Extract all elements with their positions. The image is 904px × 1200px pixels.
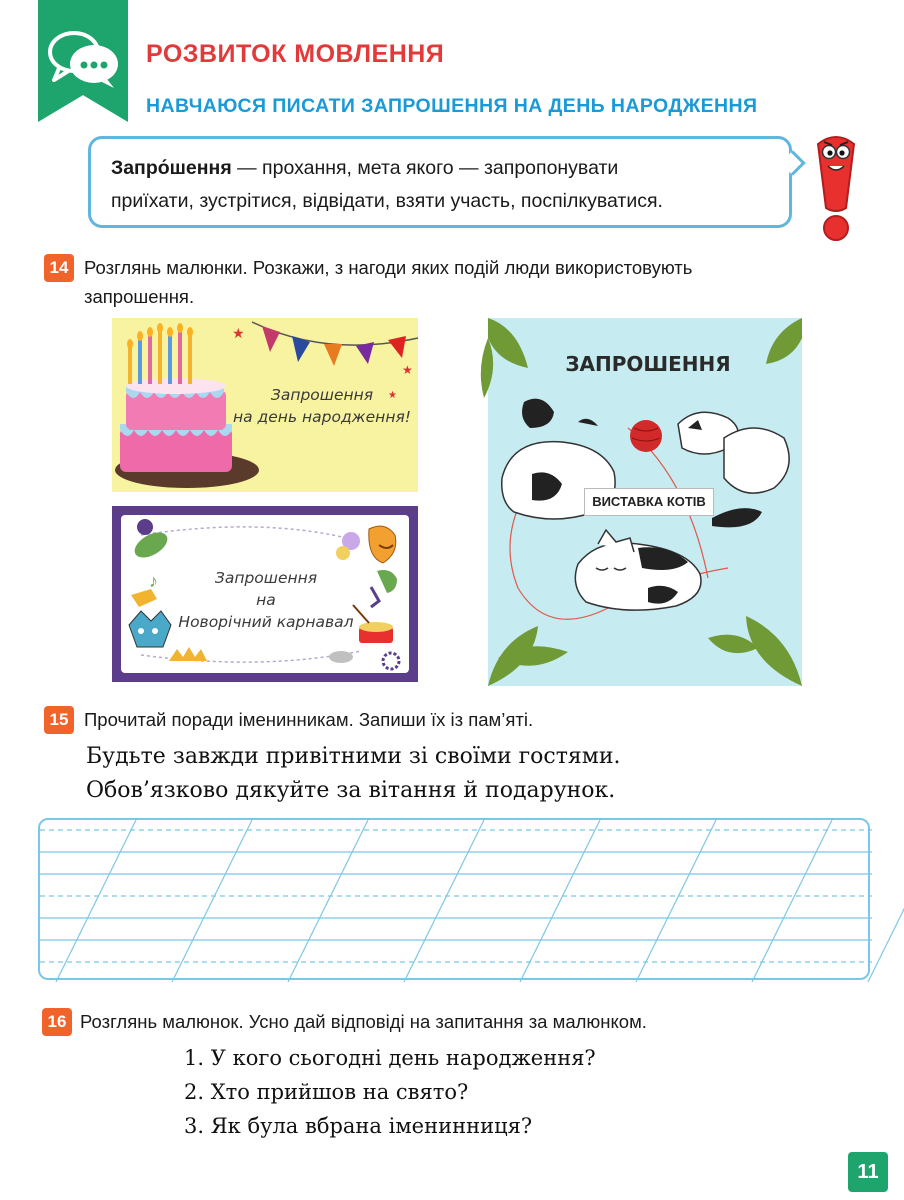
definition-text: — прохання, мета якого — запропонувати <box>231 157 619 179</box>
carnival-card-line-1: Запрошення <box>214 569 318 587</box>
question-1: 1. У кого сьогодні день народження? <box>184 1046 596 1070</box>
writing-lines-area[interactable] <box>38 818 870 980</box>
carnival-invitation-card <box>112 506 418 682</box>
svg-text:★: ★ <box>402 363 413 377</box>
question-2: 2. Хто прийшов на свято? <box>184 1080 469 1104</box>
exclamation-mascot-icon <box>812 122 860 244</box>
task-number-16: 16 <box>42 1008 72 1036</box>
task-number-14: 14 <box>44 254 74 282</box>
page-number: 11 <box>848 1152 888 1192</box>
definition-line-2: приїхати, зустрітися, відвідати, взяти участь, поспілкуватися. <box>111 190 663 212</box>
definition-term: Запро́шення <box>111 157 232 179</box>
cat-card-label: ВИСТАВКА КОТІВ <box>584 488 714 516</box>
section-bookmark <box>38 0 128 122</box>
carnival-card-inner <box>121 515 409 673</box>
task-14-instruction-line-1: Розглянь малюнки. Розкажи, з нагоди яких подій люди використовують <box>84 257 693 278</box>
chat-bubbles-icon <box>46 28 120 90</box>
task-16-instruction: Розглянь малюнок. Усно дай відповіді на запитання за малюнком. <box>80 1011 647 1032</box>
carnival-card-text <box>166 567 366 633</box>
carnival-card-line-3: Новорічний карнавал <box>178 613 354 631</box>
carnival-card-line-2: на <box>256 591 276 609</box>
task-15-instruction: Прочитай поради іменинникам. Запиши їх із пам’яті. <box>84 709 534 730</box>
cat-card-title: ЗАПРОШЕННЯ <box>565 352 731 376</box>
svg-text:♪: ♪ <box>149 571 158 591</box>
question-3: 3. Як була вбрана іменинниця? <box>184 1114 533 1138</box>
task-number-15: 15 <box>44 706 74 734</box>
birthday-card-line-2: на день народження! <box>233 408 411 426</box>
definition-line-1 <box>111 152 769 185</box>
birthday-card-line-1: Запрошення <box>270 386 374 404</box>
section-subtitle: НАВЧАЮСЯ ПИСАТИ ЗАПРОШЕННЯ НА ДЕНЬ НАРОДЖЕННЯ <box>146 95 758 117</box>
advice-line-2: Обов’язково дякуйте за вітання й подарунок. <box>86 778 616 803</box>
section-title: РОЗВИТОК МОВЛЕННЯ <box>146 40 445 68</box>
definition-box <box>88 136 792 228</box>
birthday-card-text <box>232 384 412 428</box>
birthday-invitation-card <box>112 318 418 492</box>
cat-show-invitation-card <box>488 318 802 686</box>
task-14-instruction-line-2: запрошення. <box>84 286 195 307</box>
svg-text:★: ★ <box>388 390 397 401</box>
writing-lines-grid <box>40 820 872 982</box>
svg-text:★: ★ <box>232 325 245 341</box>
advice-line-1: Будьте завжди привітними зі своїми гостями. <box>86 744 621 769</box>
